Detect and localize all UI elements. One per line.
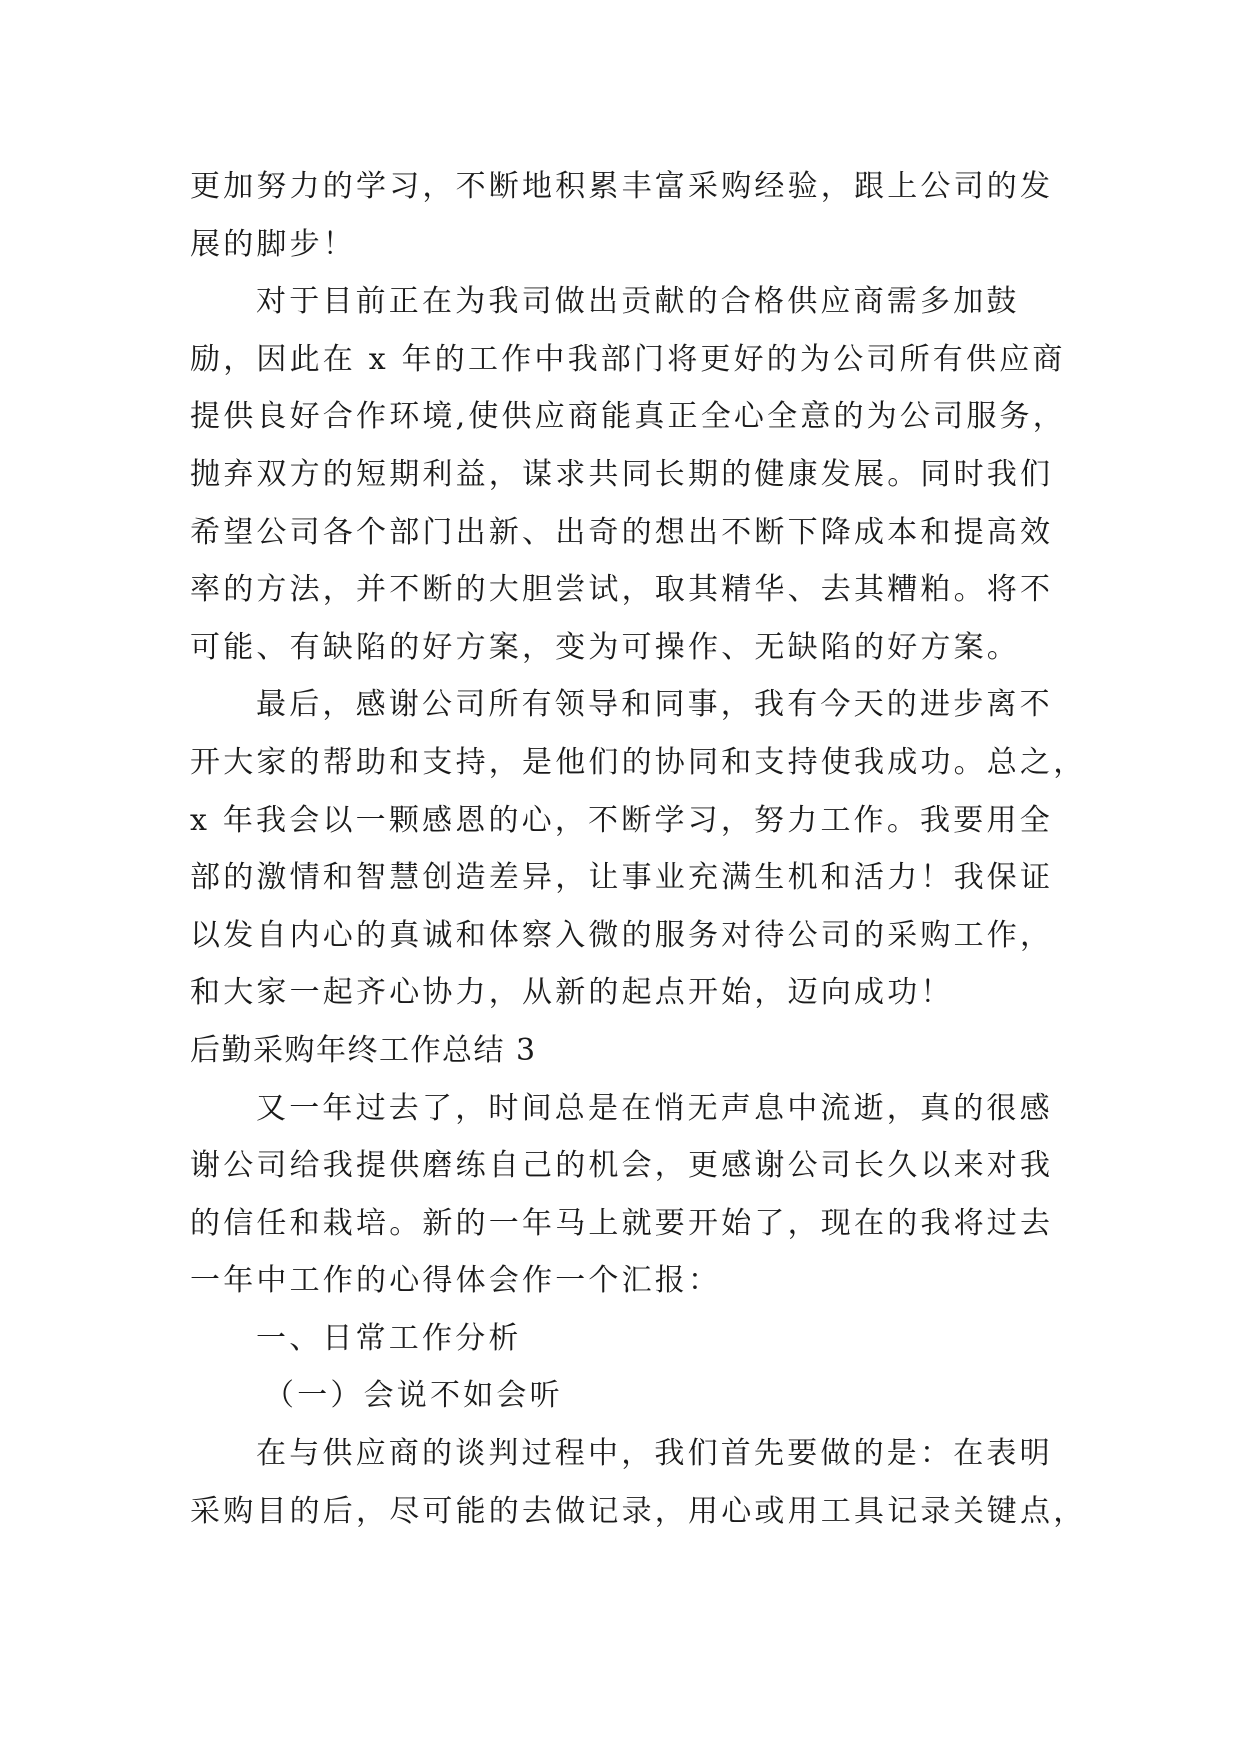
document-body xyxy=(190,158,1087,1540)
paragraph-line: 率的方法，并不断的大胆尝试，取其精华、去其糟粕。将不 xyxy=(190,572,1054,608)
paragraph-line: 部的激情和智慧创造差异，让事业充满生机和活力！我保证 xyxy=(190,860,1054,896)
paragraph-line: 对于目前正在为我司做出贡献的合格供应商需多加鼓 xyxy=(256,284,1020,320)
paragraph-line: 抛弃双方的短期利益，谋求共同长期的健康发展。同时我们 xyxy=(190,456,1054,492)
paragraph-line: 更加努力的学习，不断地积累丰富采购经验，跟上公司的发 xyxy=(190,169,1054,204)
paragraph-line: 一年中工作的心得体会作一个汇报： xyxy=(190,1263,722,1299)
paragraph-line: 开大家的帮助和支持，是他们的协同和支持使我成功。总之， xyxy=(190,744,1087,780)
paragraph-line: 采购目的后，尽可能的去做记录，用心或用工具记录关键点， xyxy=(190,1493,1087,1529)
paragraph-line: x 年我会以一颗感恩的心，不断学习，努力工作。我要用全 xyxy=(190,802,1053,838)
paragraph-line: 又一年过去了，时间总是在悄无声息中流逝，真的很感 xyxy=(256,1090,1053,1126)
paragraph-line: 以发自内心的真诚和体察入微的服务对待公司的采购工作， xyxy=(190,917,1054,953)
paragraph-line: 谢公司给我提供磨练自己的机会，更感谢公司长久以来对我 xyxy=(190,1148,1054,1184)
paragraph-line: 励，因此在 x 年的工作中我部门将更好的为公司所有供应商 xyxy=(190,341,1066,377)
paragraph-line: 提供良好合作环境,使供应商能真正全心全意的为公司服务， xyxy=(190,399,1066,435)
paragraph-line: 在与供应商的谈判过程中，我们首先要做的是：在表明 xyxy=(256,1436,1053,1472)
subsection-heading: （一）会说不如会听 xyxy=(264,1378,563,1414)
subsection-heading: 一、日常工作分析 xyxy=(256,1320,522,1356)
paragraph-line: 可能、有缺陷的好方案，变为可操作、无缺陷的好方案。 xyxy=(190,629,1020,665)
paragraph-line: 和大家一起齐心协力，从新的起点开始，迈向成功！ xyxy=(190,975,954,1011)
paragraph-line: 展的脚步！ xyxy=(190,226,356,262)
paragraph-line: 的信任和栽培。新的一年马上就要开始了，现在的我将过去 xyxy=(190,1205,1054,1241)
paragraph-line: 最后，感谢公司所有领导和同事，我有今天的进步离不 xyxy=(256,687,1053,723)
section-heading: 后勤采购年终工作总结 3 xyxy=(190,1032,537,1068)
paragraph-line: 希望公司各个部门出新、出奇的想出不断下降成本和提高效 xyxy=(190,514,1054,550)
